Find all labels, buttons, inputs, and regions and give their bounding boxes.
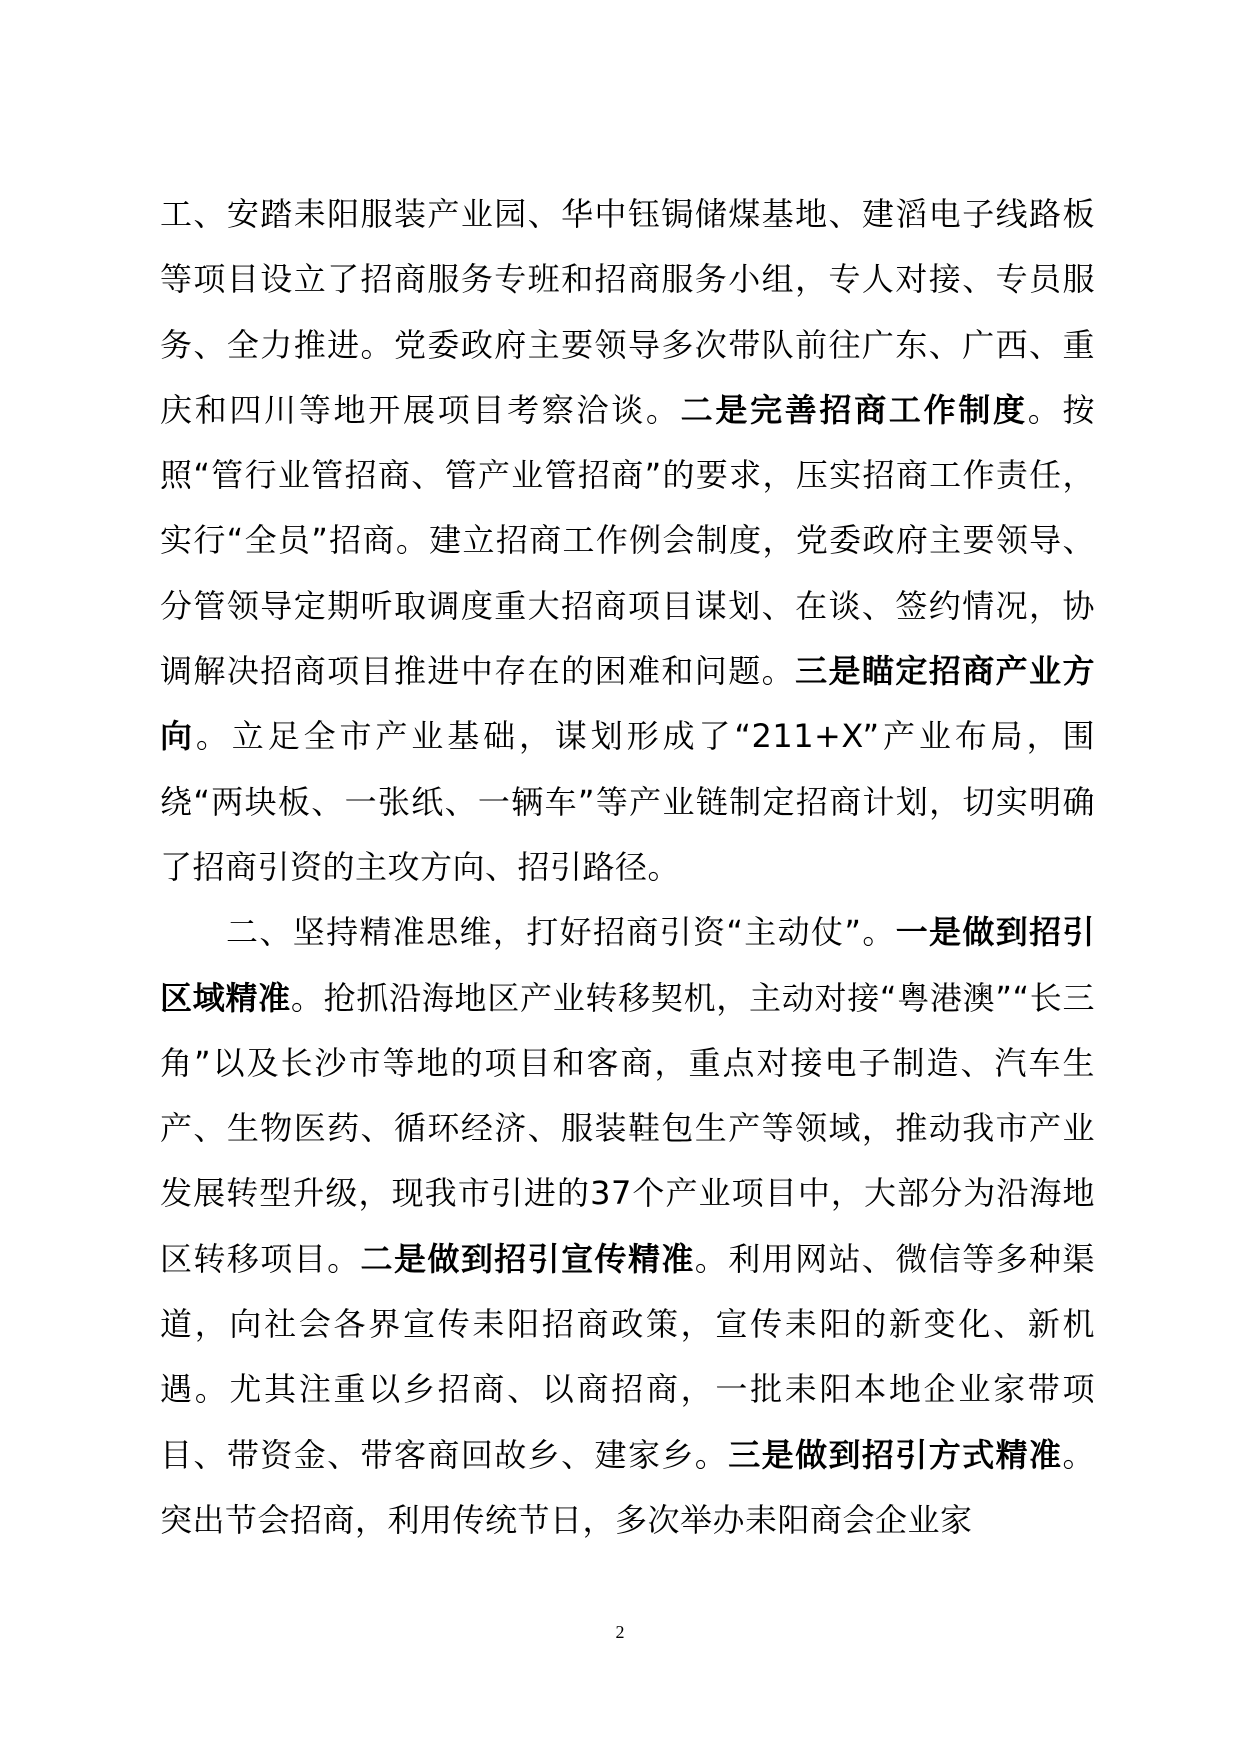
bold-subheading: 二是做到招引宣传精准 — [360, 1239, 695, 1278]
bold-subheading: 三是做到招引方式精准 — [728, 1435, 1063, 1474]
bold-subheading: 一是做到招引区域精准 — [160, 913, 1095, 1017]
section-heading: 二、坚持精准思维，打好招商引资“主动仗”。 — [226, 913, 896, 952]
page-number: 2 — [615, 1622, 625, 1642]
body-text — [160, 182, 1095, 1553]
paragraph-continued — [160, 182, 1095, 900]
paragraph-text: 工、安踏耒阳服装产业园、华中钰锔储煤基地、建滔电子线路板等项目设立了招商服务专班和招商服务小组，专人对接、专员服务、全力推进。党委政府主要领导多次带队前往广东、广西、重庆和四川等地开展项目考察洽谈。 — [160, 195, 1095, 429]
bold-subheading: 二是完善招商工作制度 — [680, 390, 1028, 429]
paragraph-text: 。抢抓沿海地区产业转移契机，主动对接“粤港澳”“长三角”以及长沙市等地的项目和客商，重点对接电子制造、汽车生产、生物医药、循环经济、服装鞋包生产等领域，推动我市产业发展转型升级，现我市引进的37个产业项目中，大部分为沿海地区转移项目。 — [160, 978, 1095, 1278]
paragraph-text: 。突出节会招商，利用传统节日，多次举办耒阳商会企业家 — [160, 1435, 1095, 1539]
section-paragraph — [160, 900, 1095, 1553]
paragraph-text: 。按照“管行业管招商、管产业管招商”的要求，压实招商工作责任，实行“全员”招商。建立招商工作例会制度，党委政府主要领导、分管领导定期听取调度重大招商项目谋划、在谈、签约情况，协调解决招商项目推进中存在的困难和问题。 — [160, 390, 1095, 691]
paragraph-text: 。立足全市产业基础，谋划形成了“211+X”产业布局，围绕“两块板、一张纸、一辆车”等产业链制定招商计划，切实明确了招商引资的主攻方向、招引路径。 — [160, 717, 1095, 886]
bold-subheading: 三是瞄定招商产业方向 — [160, 652, 1095, 756]
paragraph-text: 。利用网站、微信等多种渠道，向社会各界宣传耒阳招商政策，宣传耒阳的新变化、新机遇。尤其注重以乡招商、以商招商，一批耒阳本地企业家带项目、带资金、带客商回故乡、建家乡。 — [160, 1239, 1095, 1474]
